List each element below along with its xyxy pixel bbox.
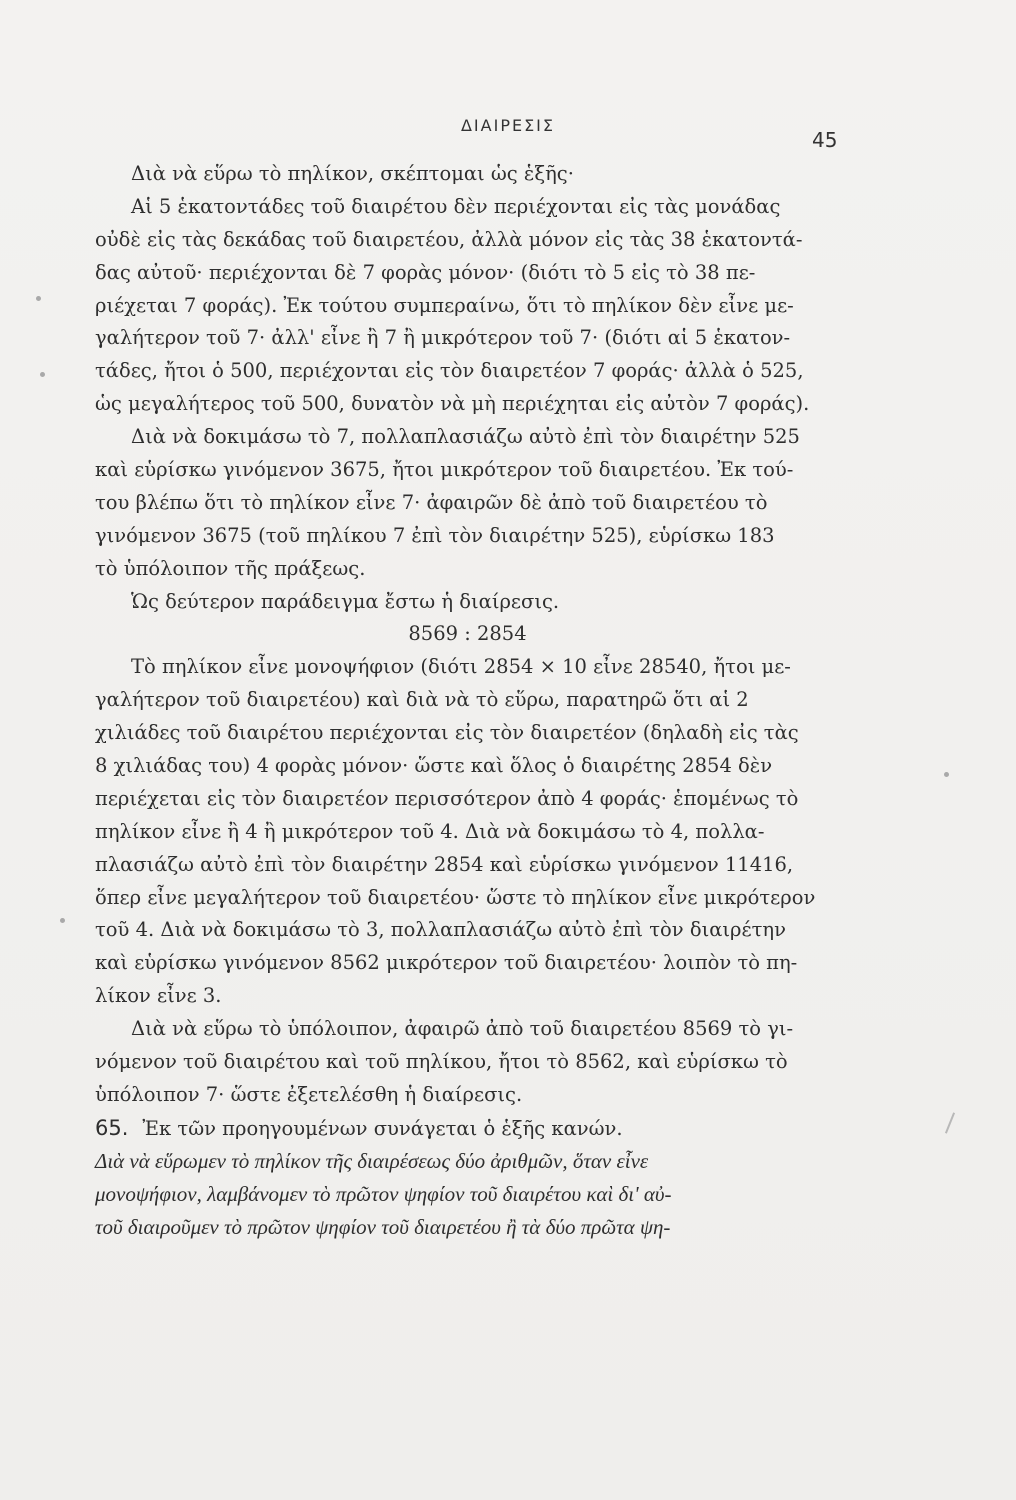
text-line: Διὰ νὰ εὕρω τὸ ὑπόλοιπον, ἀφαιρῶ ἀπὸ τοῦ διαιρετέου 8569 τὸ γι- xyxy=(131,1017,794,1041)
body-text xyxy=(95,158,840,1243)
scan-mark xyxy=(945,1112,955,1133)
running-title: ΔΙΑΙΡΕΣΙΣ xyxy=(460,116,556,135)
binding-hole xyxy=(36,296,41,301)
text-line: πηλίκον εἶνε ἢ 4 ἢ μικρότερον τοῦ 4. Διὰ νὰ δοκιμάσω τὸ 4, πολλα- xyxy=(95,819,765,843)
division-example: 8569 : 2854 xyxy=(408,622,527,646)
text-line: γαλήτερον τοῦ διαιρετέου) καὶ διὰ νὰ τὸ εὕρω, παρατηρῶ ὅτι αἱ 2 xyxy=(95,688,749,712)
text-line: λίκον εἶνε 3. xyxy=(95,984,222,1008)
rule-line: μονοψήφιον, λαμβάνομεν τὸ πρῶτον ψηφίον τοῦ διαιρέτου καὶ δι' αὐ- xyxy=(95,1181,672,1206)
text-line: ὅπερ εἶνε μεγαλήτερον τοῦ διαιρετέου· ὥστε τὸ πηλίκον εἶνε μικρότερον xyxy=(95,885,816,909)
text-line: Τὸ πηλίκον εἶνε μονοψήφιον (διότι 2854 × 10 εἶνε 28540, ἤτοι με- xyxy=(131,655,791,679)
text-line: Διὰ νὰ εὕρω τὸ πηλίκον, σκέπτομαι ὡς ἑξῆς· xyxy=(131,162,574,185)
text-line: δας αὐτοῦ· περιέχονται δὲ 7 φορὰς μόνον· (διότι τὸ 5 εἰς τὸ 38 πε- xyxy=(95,260,756,284)
text-line: καὶ εὑρίσκω γινόμενον 3675, ἤτοι μικρότερον τοῦ διαιρετέου. Ἐκ τού- xyxy=(95,458,794,482)
text-line: γινόμενον 3675 (τοῦ πηλίκου 7 ἐπὶ τὸν διαιρέτην 525), εὑρίσκω 183 xyxy=(95,523,775,547)
text-line: περιέχεται εἰς τὸν διαιρετέον περισσότερον ἀπὸ 4 φοράς· ἑπομένως τὸ xyxy=(95,786,799,810)
binding-hole xyxy=(60,918,65,923)
text-line: τὸ ὑπόλοιπον τῆς πράξεως. xyxy=(95,556,366,580)
section-number: 65. xyxy=(95,1115,129,1140)
page-number: 45 xyxy=(812,128,838,152)
text-line: καὶ εὑρίσκω γινόμενον 8562 μικρότερον τοῦ διαιρετέου· λοιπὸν τὸ πη- xyxy=(95,951,798,975)
text-line: ὑπόλοιπον 7· ὥστε ἐξετελέσθη ἡ διαίρεσις. xyxy=(95,1082,523,1106)
text-line: του βλέπω ὅτι τὸ πηλίκον εἶνε 7· ἀφαιρῶν δὲ ἀπὸ τοῦ διαιρετέου τὸ xyxy=(95,490,768,514)
binding-hole xyxy=(944,772,949,777)
text-line: χιλιάδες τοῦ διαιρέτου περιέχονται εἰς τὸν διαιρετέον (δηλαδὴ εἰς τὰς xyxy=(95,721,799,745)
text-line: ὡς μεγαλήτερος τοῦ 500, δυνατὸν νὰ μὴ περιέχηται εἰς αὐτὸν 7 φοράς). xyxy=(95,392,810,416)
text-line: Ὡς δεύτερον παράδειγμα ἔστω ἡ διαίρεσις. xyxy=(131,589,560,613)
text-line: ριέχεται 7 φοράς). Ἐκ τούτου συμπεραίνω, ὅτι τὸ πηλίκον δὲν εἶνε με- xyxy=(95,293,794,317)
text-line: γαλήτερον τοῦ 7· ἀλλ' εἶνε ἢ 7 ἢ μικρότερον τοῦ 7· (διότι αἱ 5 ἑκατον- xyxy=(95,326,791,350)
binding-hole xyxy=(40,372,45,377)
text-line: οὐδὲ εἰς τὰς δεκάδας τοῦ διαιρετέου, ἀλλὰ μόνον εἰς τὰς 38 ἑκατοντά- xyxy=(95,227,803,251)
text-line: 8 χιλιάδας του) 4 φορὰς μόνον· ὥστε καὶ ὅλος ὁ διαιρέτης 2854 δὲν xyxy=(95,754,773,778)
text-line: νόμενον τοῦ διαιρέτου καὶ τοῦ πηλίκου, ἤτοι τὸ 8562, καὶ εὑρίσκω τὸ xyxy=(95,1050,788,1074)
section-text: Ἐκ τῶν προηγουμένων συνάγεται ὁ ἑξῆς κανών. xyxy=(142,1116,623,1140)
text-line: Διὰ νὰ δοκιμάσω τὸ 7, πολλαπλασιάζω αὐτὸ ἐπὶ τὸν διαιρέτην 525 xyxy=(131,425,800,449)
text-line: τάδες, ἤτοι ὁ 500, περιέχονται εἰς τὸν διαιρετέον 7 φοράς· ἀλλὰ ὁ 525, xyxy=(95,359,804,383)
rule-line: τοῦ διαιροῦμεν τὸ πρῶτον ψηφίον τοῦ διαιρετέου ἢ τὰ δύο πρῶτα ψη- xyxy=(95,1214,671,1239)
section-line xyxy=(95,1112,840,1145)
text-line: πλασιάζω αὐτὸ ἐπὶ τὸν διαιρέτην 2854 καὶ εὑρίσκω γινόμενον 11416, xyxy=(95,852,794,876)
text-line: τοῦ 4. Διὰ νὰ δοκιμάσω τὸ 3, πολλαπλασιάζω αὐτὸ ἐπὶ τὸν διαιρέτην xyxy=(95,918,786,942)
text-line: Αἱ 5 ἑκατοντάδες τοῦ διαιρέτου δὲν περιέχονται εἰς τὰς μονάδας xyxy=(131,194,781,218)
rule-line: Διὰ νὰ εὕρωμεν τὸ πηλίκον τῆς διαιρέσεως δύο ἀριθμῶν, ὅταν εἶνε xyxy=(95,1148,649,1173)
